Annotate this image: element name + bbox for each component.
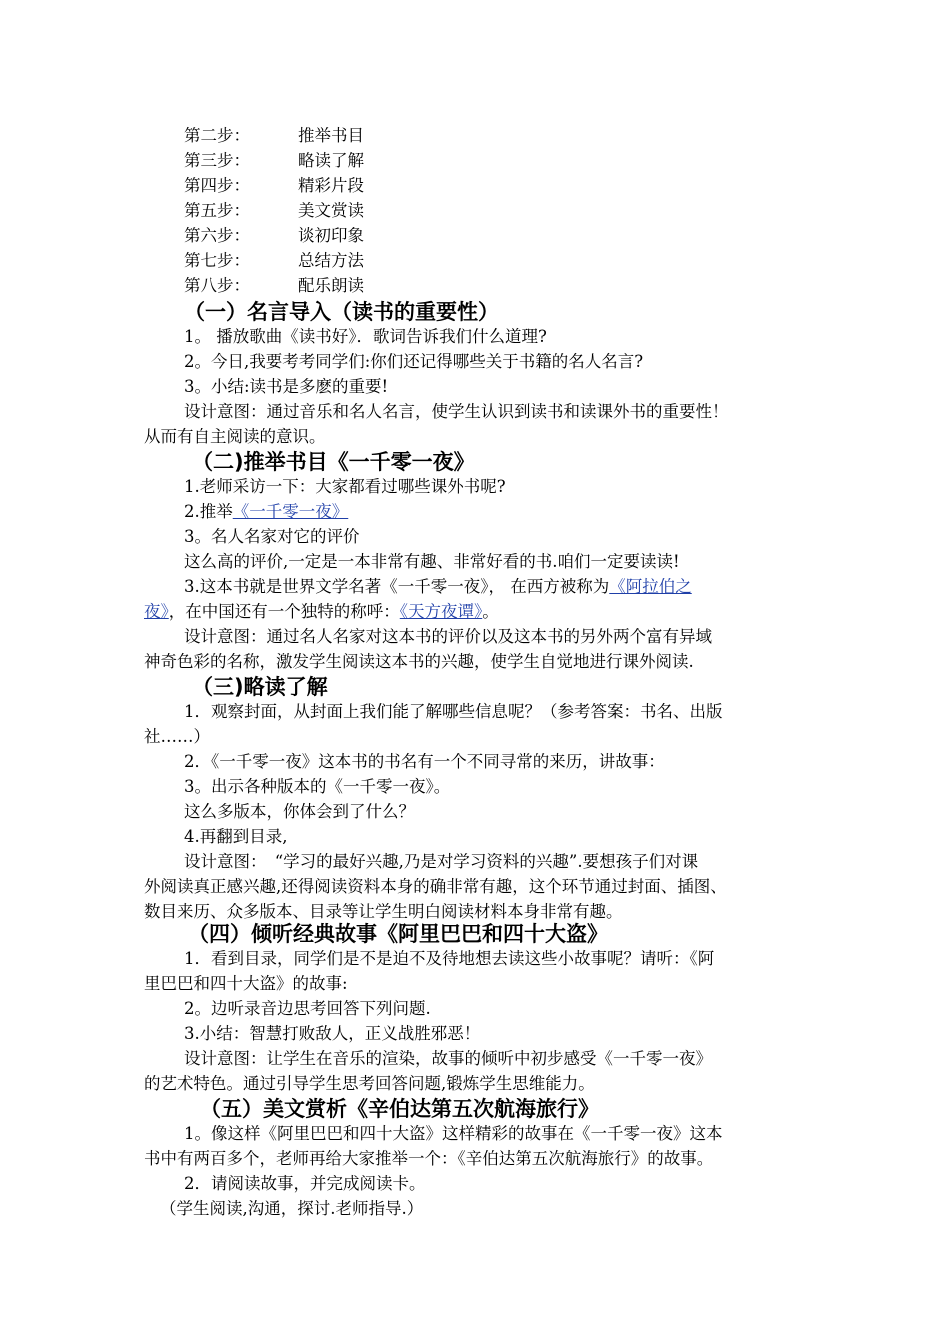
paragraph-text: 2.推举: [184, 502, 233, 521]
paragraph: 这么高的评价,一定是一本非常有趣、非常好看的书.咱们一定要读读!: [184, 552, 680, 571]
paragraph: 设计意图： “学习的最好兴趣,乃是对学习资料的兴趣”.要想孩子们对课: [184, 852, 699, 871]
step-value: 美文赏读: [298, 201, 364, 220]
paragraph: 3。小结:读书是多麽的重要!: [184, 377, 389, 396]
paragraph: 里巴巴和四十大盗》的故事:: [144, 974, 348, 993]
paragraph: 1。像这样《阿里巴巴和四十大盗》这样精彩的故事在《一千零一夜》这本: [184, 1124, 723, 1143]
paragraph: 3。出示各种版本的《一千零一夜》。: [184, 777, 451, 796]
section-heading-3: （三)略读了解: [192, 675, 328, 699]
paragraph: 2。今日,我要考考同学们:你们还记得哪些关于书籍的名人名言?: [184, 352, 644, 371]
paragraph-text: ，在中国还有一个独特的称呼：: [168, 602, 400, 621]
section-heading-4: （四）倾听经典故事《阿里巴巴和四十大盗》: [188, 922, 608, 946]
paragraph: 3.小结：智慧打败敌人，正义战胜邪恶！: [184, 1024, 481, 1043]
paragraph: 这么多版本，你体会到了什么？: [184, 802, 415, 821]
paragraph: [184, 575, 692, 599]
step-label: 第二步：: [184, 126, 250, 145]
step-label: 第四步：: [184, 176, 250, 195]
paragraph: 设计意图：通过名人名家对这本书的评价以及这本书的另外两个富有异域: [184, 627, 712, 646]
paragraph: 1．看到目录，同学们是不是迫不及待地想去读这些小故事呢？请听：《阿: [184, 949, 715, 968]
step-value: 谈初印象: [298, 226, 364, 245]
paragraph: [184, 500, 348, 524]
book-link[interactable]: 《阿拉伯之: [609, 577, 692, 596]
step-value: 精彩片段: [298, 176, 364, 195]
step-value: 推举书目: [298, 126, 364, 145]
paragraph-text: 3.这本书就是世界文学名著《一千零一夜》， 在西方被称为: [184, 577, 610, 596]
paragraph: 4.再翻到目录,: [184, 827, 288, 846]
paragraph: 2．《一千零一夜》这本书的书名有一个不同寻常的来历，讲故事：: [184, 752, 665, 771]
step-value: 总结方法: [298, 251, 364, 270]
section-heading-1: （一）名言导入（读书的重要性）: [184, 300, 499, 324]
step-label: 第五步：: [184, 201, 250, 220]
paragraph: 1。 播放歌曲《读书好》．歌词告诉我们什么道理?: [184, 327, 547, 346]
paragraph: 1．观察封面，从封面上我们能了解哪些信息呢？（参考答案：书名、出版: [184, 702, 723, 721]
book-link[interactable]: 《天方夜谭》: [399, 602, 483, 621]
paragraph: 从而有自主阅读的意识。: [144, 427, 326, 446]
paragraph: 社……）: [144, 727, 210, 746]
section-heading-5: （五）美文赏析《辛伯达第五次航海旅行》: [200, 1097, 599, 1121]
paragraph: 设计意图：通过音乐和名人名言，使学生认识到读书和读课外书的重要性！: [184, 402, 729, 421]
step-label: 第三步：: [184, 151, 250, 170]
paragraph: 外阅读真正感兴趣,还得阅读资料本身的确非常有趣，这个环节通过封面、插图、: [144, 877, 727, 896]
step-label: 第六步：: [184, 226, 250, 245]
step-value: 略读了解: [298, 151, 364, 170]
paragraph: 设计意图：让学生在音乐的渲染，故事的倾听中初步感受《一千零一夜》: [184, 1049, 712, 1068]
step-value: 配乐朗读: [298, 276, 364, 295]
paragraph: 3。名人名家对它的评价: [184, 527, 360, 546]
paragraph: 神奇色彩的名称，激发学生阅读这本书的兴趣，使学生自觉地进行课外阅读.: [144, 652, 694, 671]
step-label: 第八步：: [184, 276, 250, 295]
book-link[interactable]: 《一千零一夜》: [232, 502, 349, 521]
paragraph: [144, 600, 499, 624]
step-label: 第七步：: [184, 251, 250, 270]
paragraph: 2．请阅读故事，并完成阅读卡。: [184, 1174, 426, 1193]
section-heading-2: （二)推举书目《一千零一夜》: [192, 450, 475, 474]
paragraph: 2。边听录音边思考回答下列问题.: [184, 999, 431, 1018]
paragraph: 书中有两百多个，老师再给大家推举一个：《辛伯达第五次航海旅行》的故事。: [144, 1149, 714, 1168]
paragraph: 1.老师采访一下：大家都看过哪些课外书呢?: [184, 477, 506, 496]
paragraph: 的艺术特色。通过引导学生思考回答问题,锻炼学生思维能力。: [144, 1074, 595, 1093]
paragraph: （学生阅读,沟通，探讨.老师指导.）: [160, 1199, 424, 1218]
book-link[interactable]: 夜》: [144, 602, 169, 621]
paragraph-text: 。: [482, 602, 499, 621]
paragraph: 数目来历、众多版本、目录等让学生明白阅读材料本身非常有趣。: [144, 902, 623, 921]
